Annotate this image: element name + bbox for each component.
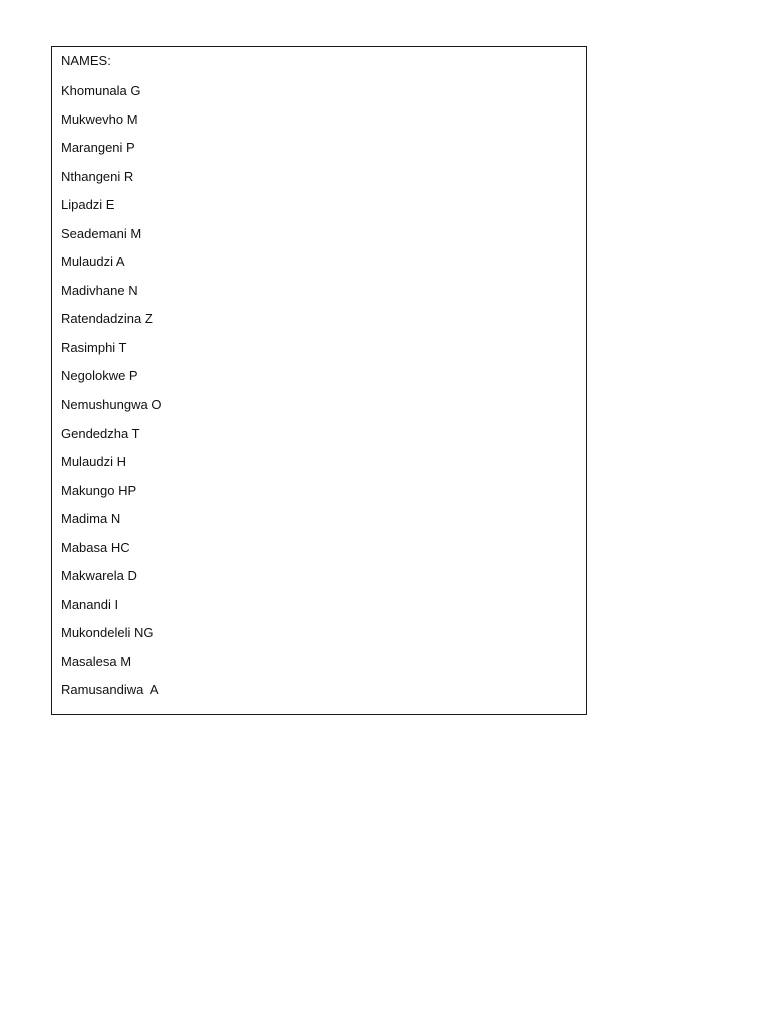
name-item: Masalesa M [61,653,132,669]
name-item: Mulaudzi A [61,254,125,270]
name-item: Gendedzha T [61,425,140,441]
name-item: Mabasa HC [61,539,130,555]
names-list [61,83,161,711]
name-item: Makungo HP [61,482,137,498]
name-item: Madivhane N [61,282,138,298]
names-heading: NAMES: [61,53,111,68]
name-item: Mukondeleli NG [61,625,154,641]
name-item: Ratendadzina Z [61,311,153,327]
name-item: Khomunala G [61,83,141,98]
names-table [51,46,587,715]
name-item: Makwarela D [61,568,137,584]
name-item: Lipadzi E [61,197,115,213]
name-item: Marangeni P [61,140,135,156]
name-item: Nemushungwa O [61,397,162,413]
name-item: Nthangeni R [61,168,134,184]
name-item: Mulaudzi H [61,454,127,470]
name-item: Rasimphi T [61,339,127,355]
name-item: Negolokwe P [61,368,138,384]
name-item: Ramusandiwa A [61,682,159,698]
name-item: Mukwevho M [61,111,138,127]
name-item: Manandi I [61,596,119,612]
name-item: Seademani M [61,225,142,241]
name-item: Madima N [61,511,121,527]
